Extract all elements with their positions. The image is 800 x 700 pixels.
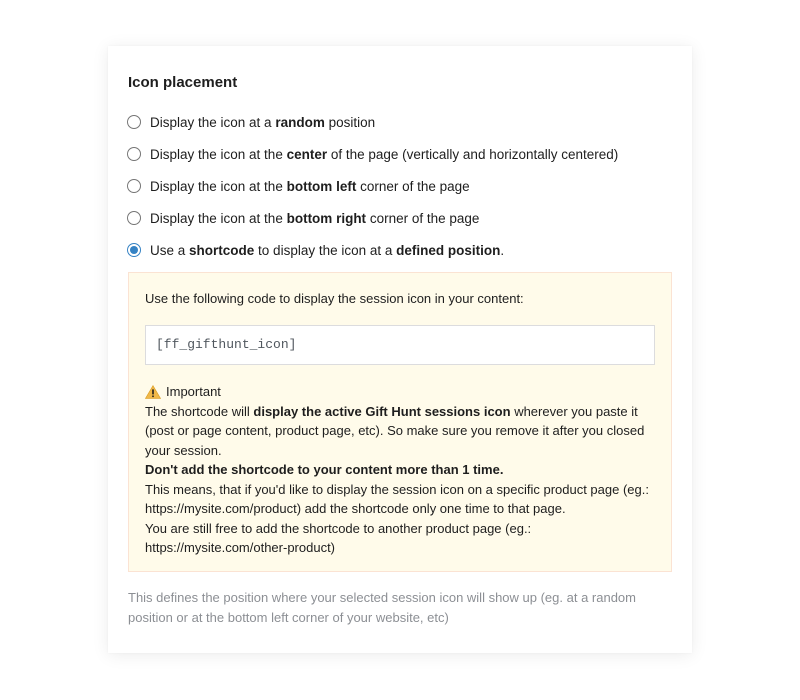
option-shortcode[interactable] <box>127 234 618 266</box>
option-random[interactable] <box>127 106 618 138</box>
radio-random[interactable] <box>127 115 141 129</box>
radio-center[interactable] <box>127 147 141 161</box>
shortcode-notice <box>128 272 672 572</box>
option-bottom-left[interactable] <box>127 170 618 202</box>
option-label: Display the icon at a random position <box>150 114 376 130</box>
section-title: Icon placement <box>128 74 238 91</box>
radio-bottom-right[interactable] <box>127 211 141 225</box>
notice-paragraph-4: You are still free to add the shortcode to another product page (eg.: https://mysite.com/other-product) <box>145 520 532 555</box>
radio-bottom-left[interactable] <box>127 179 141 193</box>
option-label: Display the icon at the center of the page (vertically and horizontally centered) <box>150 146 619 162</box>
notice-paragraph-1: The shortcode will display the active Gift Hunt sessions icon wherever you paste it (post or page content, product page, etc). So make sure you remove it after you closed your session. <box>145 403 645 458</box>
option-label: Display the icon at the bottom left corner of the page <box>150 178 470 194</box>
option-bottom-right[interactable] <box>127 202 618 234</box>
field-description: This defines the position where your selected session icon will show up (eg. at a random position or at the bottom left corner of your website, etc) <box>128 590 636 625</box>
notice-paragraph-2: Don't add the shortcode to your content more than 1 time. <box>145 462 504 477</box>
option-center[interactable] <box>127 138 618 170</box>
notice-intro: Use the following code to display the session icon in your content: <box>145 291 524 306</box>
settings-card <box>108 46 692 653</box>
placement-options <box>127 106 618 266</box>
option-label: Use a shortcode to display the icon at a defined position. <box>150 242 505 258</box>
warning-icon <box>145 385 161 399</box>
important-label: Important <box>166 384 221 399</box>
important-heading <box>145 382 655 402</box>
option-label: Display the icon at the bottom right corner of the page <box>150 210 480 226</box>
notice-paragraph-3: This means, that if you'd like to display the session icon on a specific product page (eg.: https://mysite.com/product) add the shortcode only one time to that page. <box>145 481 649 516</box>
radio-shortcode[interactable] <box>127 243 141 257</box>
important-body <box>145 402 655 558</box>
shortcode-field[interactable]: [ff_gifthunt_icon] <box>145 325 655 365</box>
